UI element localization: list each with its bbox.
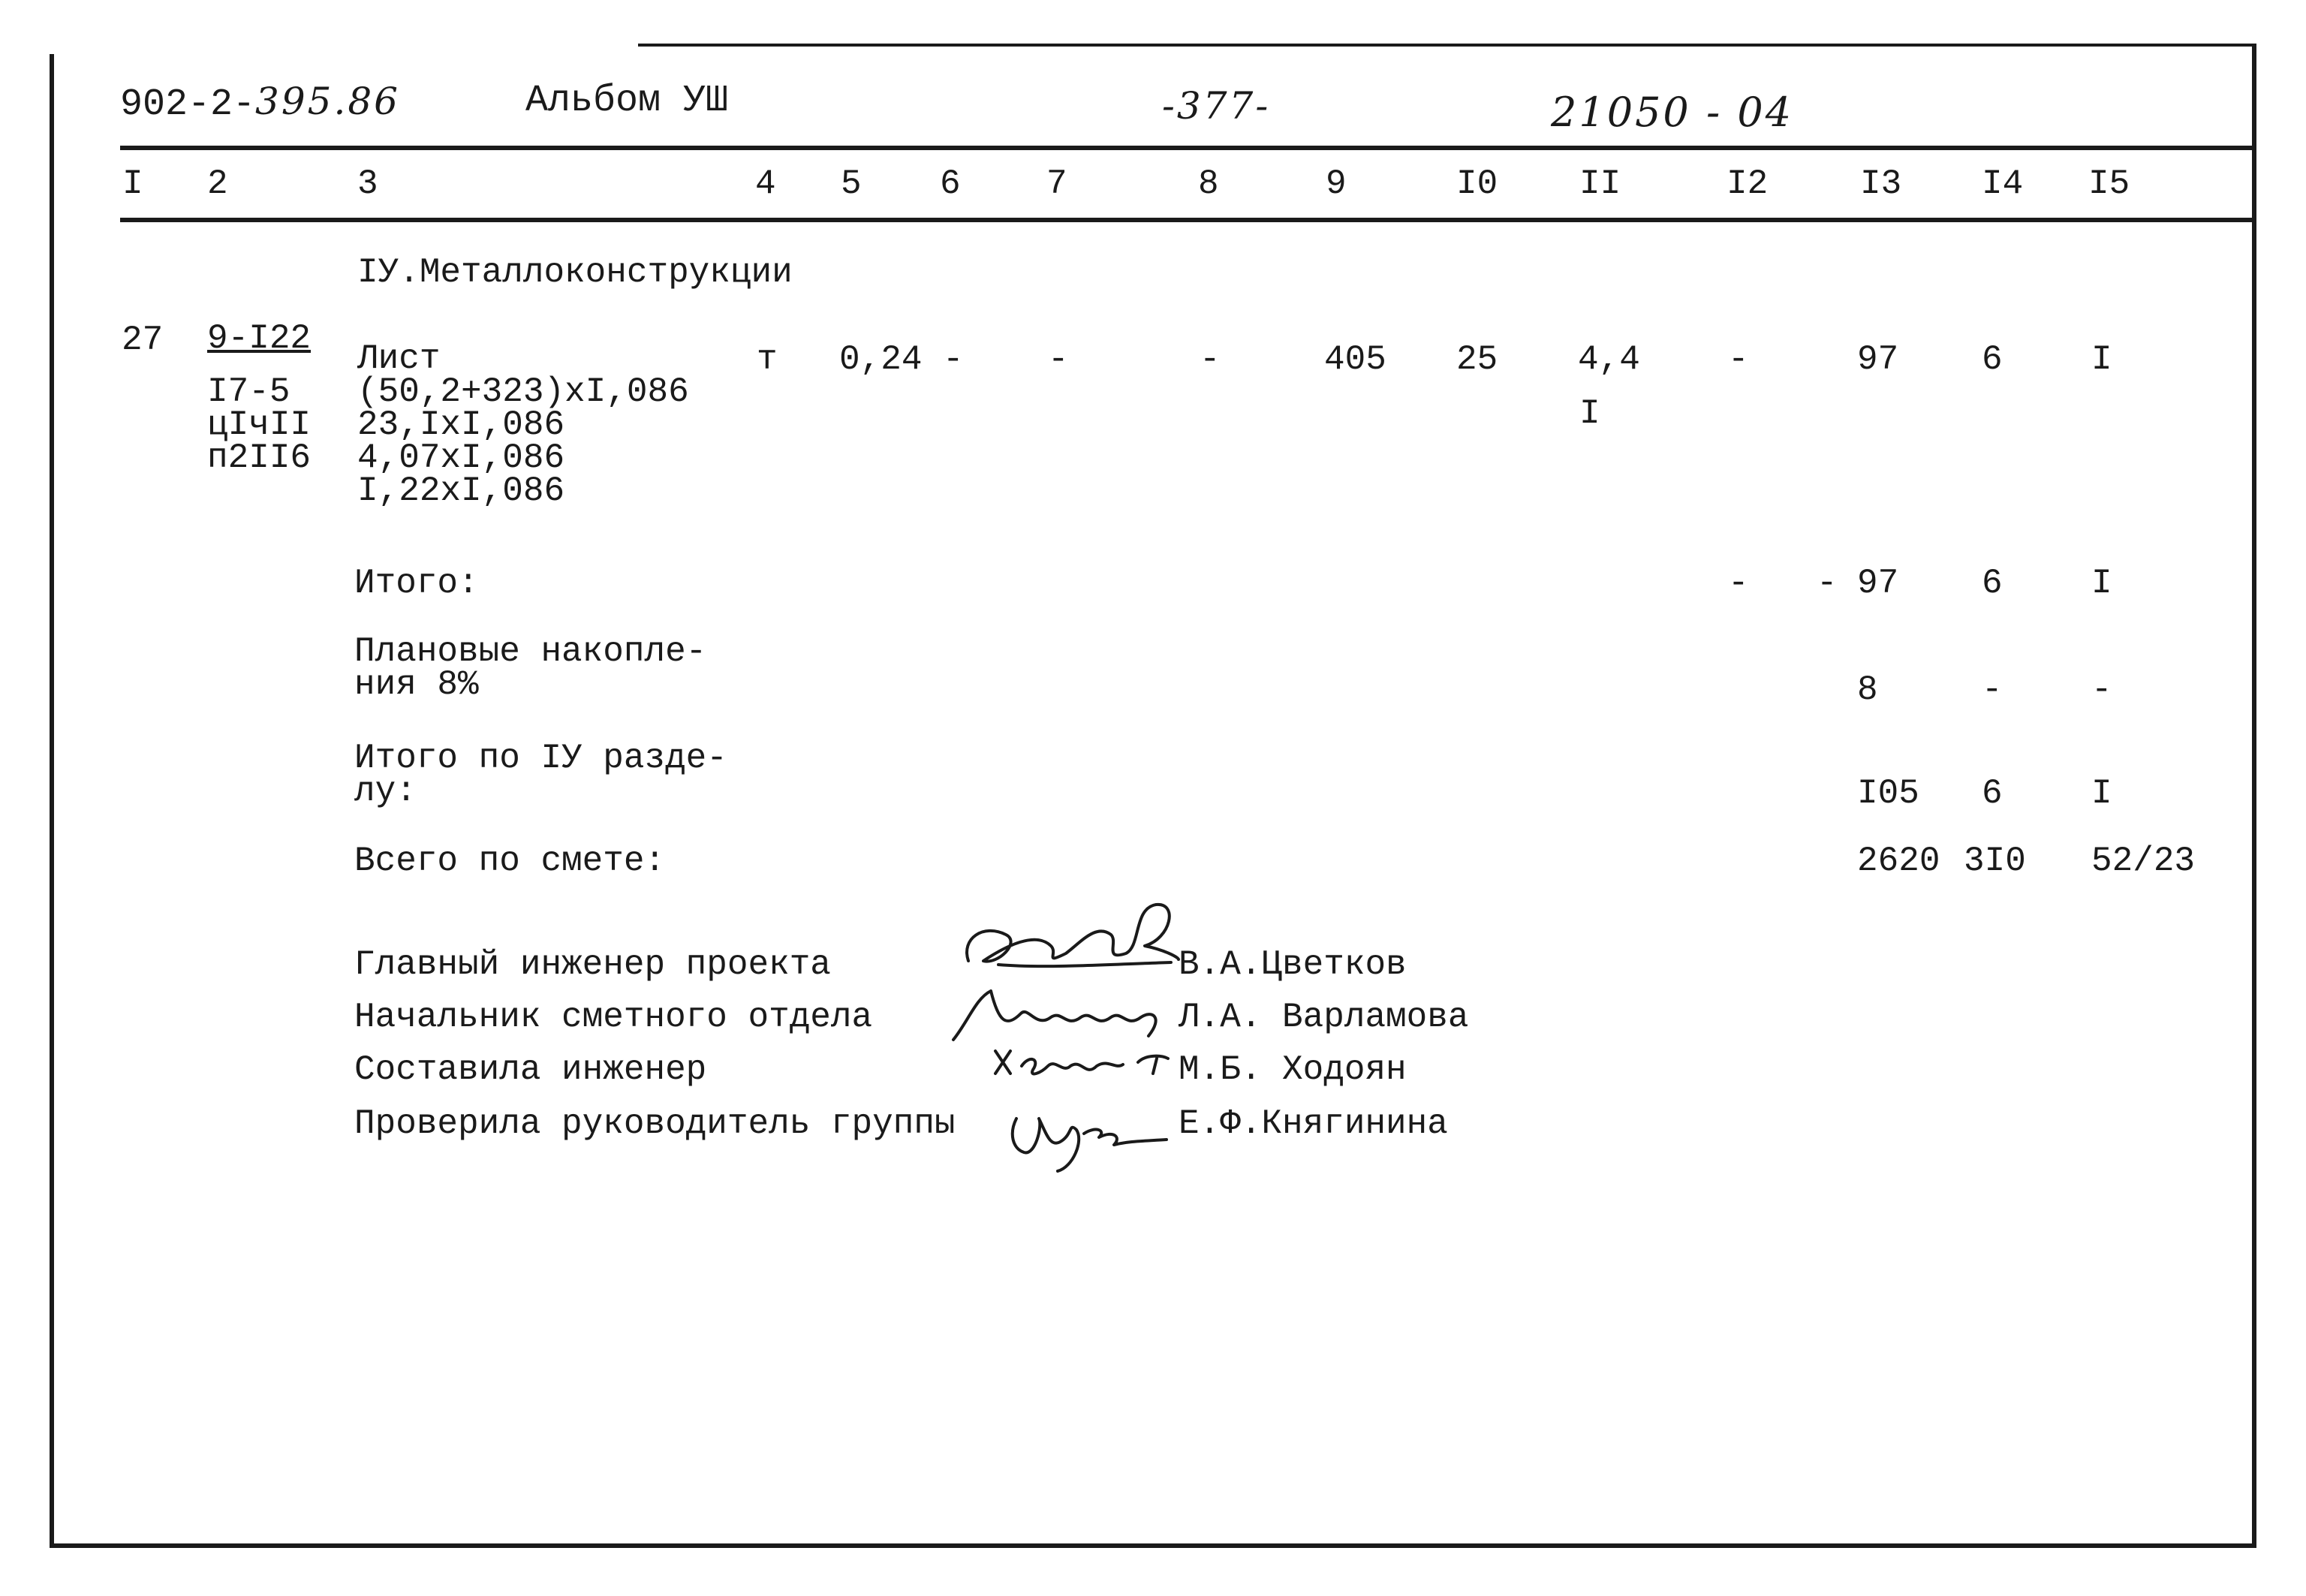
total-label: Всего по смете: xyxy=(354,842,666,881)
column-header-3: 3 xyxy=(357,164,378,203)
plan-label-1: Плановые накопле- xyxy=(354,632,707,671)
signature-name-2: Л.А. Варламова xyxy=(1179,998,1469,1037)
column-header-12: I2 xyxy=(1726,164,1769,203)
column-header-15: I5 xyxy=(2088,164,2130,203)
signature-role-4: Проверила руководитель группы xyxy=(354,1104,956,1143)
section-title: IУ.Металлоконструкции xyxy=(357,253,793,292)
row-name-1: Лист xyxy=(357,339,441,378)
signature-role-1: Главный инженер проекта xyxy=(354,945,831,984)
row-col13: 97 xyxy=(1857,340,1899,379)
signature-scribble-4 xyxy=(1001,1096,1174,1179)
column-header-14: I4 xyxy=(1982,164,2024,203)
row-col11-second: I xyxy=(1579,394,1600,433)
row-name-5: I,22xI,086 xyxy=(357,471,565,510)
row-col15: I xyxy=(2091,340,2112,379)
itogo-col12: - xyxy=(1728,564,1749,603)
itogo-label: Итого: xyxy=(354,564,479,603)
row-col11: 4,4 xyxy=(1578,340,1640,379)
row-col7: - xyxy=(1048,340,1069,379)
row-col8: - xyxy=(1200,340,1221,379)
page-number: -377- xyxy=(1162,84,1271,128)
signature-name-3: М.Б. Ходоян xyxy=(1179,1050,1407,1089)
column-header-rule xyxy=(120,218,2256,222)
row-number: 27 xyxy=(122,321,164,360)
column-header-8: 8 xyxy=(1198,164,1219,203)
total-col14: 3I0 xyxy=(1964,842,2026,881)
row-name-3: 23,IxI,086 xyxy=(357,405,565,444)
itogo-section-col14: 6 xyxy=(1982,774,2003,813)
row-code-1: 9-I22 xyxy=(207,319,312,358)
signature-name-1: В.А.Цветков xyxy=(1179,945,1407,984)
project-code-handwritten: 395.86 xyxy=(255,80,400,123)
row-col9: 405 xyxy=(1324,340,1386,379)
row-unit: т xyxy=(757,340,778,379)
frame-bottom xyxy=(50,1543,2256,1548)
signature-role-2: Начальник сметного отдела xyxy=(354,998,873,1037)
signature-role-3: Составила инженер xyxy=(354,1050,707,1089)
column-header-2: 2 xyxy=(207,164,228,203)
itogo-col14: 6 xyxy=(1982,564,2003,603)
plan-label-2: ния 8% xyxy=(354,665,479,704)
itogo-section-col13: I05 xyxy=(1857,774,1919,813)
column-header-1: I xyxy=(122,164,143,203)
itogo-col12-dash: - xyxy=(1817,564,1838,603)
frame-right xyxy=(2252,44,2256,1548)
column-header-10: I0 xyxy=(1456,164,1498,203)
row-col5: 0,24 xyxy=(839,340,923,379)
row-col6: - xyxy=(943,340,964,379)
total-col13: 2620 xyxy=(1857,842,1940,881)
row-col14: 6 xyxy=(1982,340,2003,379)
itogo-col13: 97 xyxy=(1857,564,1899,603)
itogo-section-col15: I xyxy=(2091,774,2112,813)
project-code-printed: 902-2- xyxy=(120,83,256,126)
column-header-11: II xyxy=(1579,164,1621,203)
signature-name-4: Е.Ф.Княгинина xyxy=(1179,1104,1448,1143)
itogo-section-label-2: лу: xyxy=(354,772,417,811)
document-number: 21050 - 04 xyxy=(1551,89,1794,136)
column-header-7: 7 xyxy=(1046,164,1067,203)
plan-col15: - xyxy=(2091,670,2112,709)
row-code-3: цIчII xyxy=(207,405,312,444)
frame-top xyxy=(638,44,2256,47)
column-header-9: 9 xyxy=(1326,164,1347,203)
plan-col13: 8 xyxy=(1857,670,1878,709)
total-col15: 52/23 xyxy=(2091,842,2196,881)
row-name-2: (50,2+323)xI,086 xyxy=(357,372,689,411)
row-name-4: 4,07xI,086 xyxy=(357,438,565,477)
project-code xyxy=(120,80,400,126)
row-col12: - xyxy=(1728,340,1749,379)
column-header-6: 6 xyxy=(940,164,961,203)
column-header-4: 4 xyxy=(755,164,776,203)
row-code-2: I7-5 xyxy=(207,372,291,411)
signature-scribble-3 xyxy=(988,1036,1183,1089)
row-code-4: п2II6 xyxy=(207,438,312,477)
header-rule xyxy=(120,146,2256,150)
row-col10: 25 xyxy=(1456,340,1498,379)
itogo-section-label-1: Итого по IУ разде- xyxy=(354,739,727,778)
album-label: Альбом УШ xyxy=(525,80,729,122)
column-header-13: I3 xyxy=(1860,164,1902,203)
frame-left xyxy=(50,54,54,1548)
itogo-col15: I xyxy=(2091,564,2112,603)
plan-col14: - xyxy=(1982,670,2003,709)
column-header-5: 5 xyxy=(841,164,862,203)
